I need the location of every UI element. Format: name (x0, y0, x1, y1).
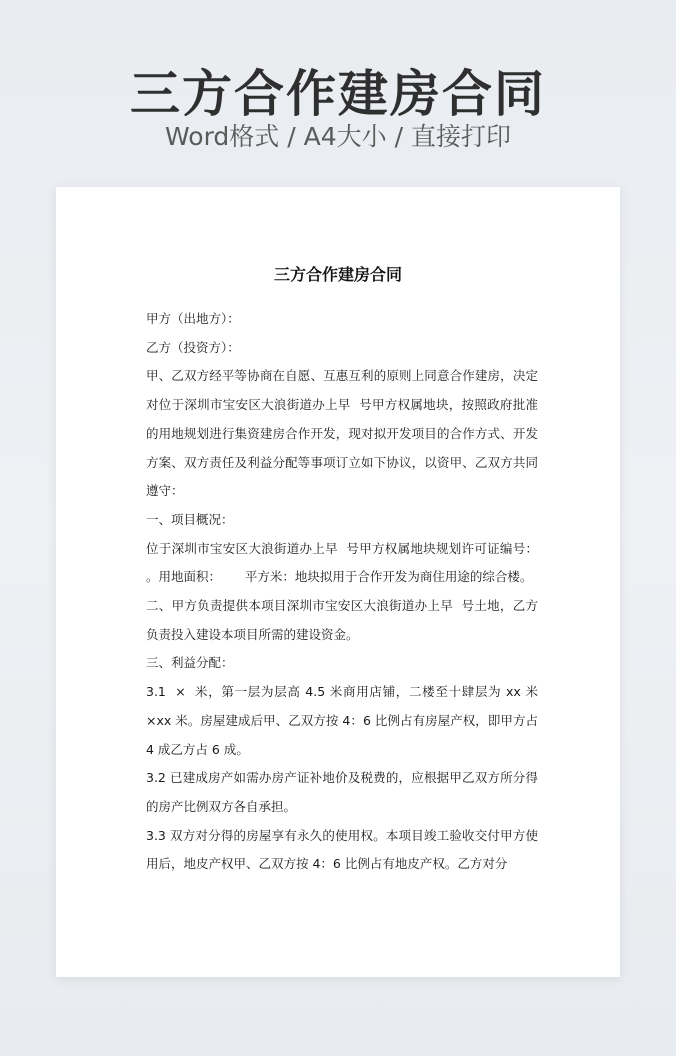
section-heading-profit-distribution: 三、利益分配： (146, 655, 234, 671)
clause-3-2: 3.2 已建成房产如需办房产证补地价及税费的，应根据甲乙双方所分得的房产比例双方各自承担。 (146, 770, 538, 814)
party-b-line: 乙方（投资方）： (146, 339, 240, 355)
party-a-line: 甲方（出地方）： (146, 311, 240, 326)
responsibilities-paragraph: 二、甲方负责提供本项目深圳市宝安区大浪街道办上早 号土地，乙方负责投入建设本项目所需的建设资金。 (146, 598, 538, 642)
document-title: 三方合作建房合同 (273, 265, 402, 284)
document-page (56, 187, 620, 977)
preamble-paragraph: 甲、乙双方经平等协商在自愿、互惠互利的原则上同意合作建房，决定对位于深圳市宝安区大浪街道办上早 号甲方权属地块，按照政府批准的用地规划进行集资建房合作开发，现对拟开发项目的合作方式、开发方案、双方责任及利益分配等事项订立如下协议，以资甲、乙双方共同遵守： (146, 368, 538, 499)
project-overview-paragraph: 位于深圳市宝安区大浪街道办上早 号甲方权属地块规划许可证编号： 。用地面积： 平方米：地块拟用于合作开发为商住用途的综合楼。 (146, 540, 562, 585)
banner-subtitle: Word格式 / A4大小 / 直接打印 (165, 122, 511, 151)
clause-3-3: 3.3 双方对分得的房屋享有永久的使用权。本项目竣工验收交付甲方使用后，地皮产权甲、乙双方按 4：6 比例占有地皮产权。乙方对分 (146, 827, 538, 872)
clause-3-1: 3.1 × 米，第一层为层高 4.5 米商用店铺，二楼至十肆层为 xx 米×xx 米。房屋建成后甲、乙双方按 4：6 比例占有房屋产权，即甲方占 4 成乙方占 6 成。 (146, 684, 542, 757)
section-heading-project-overview: 一、项目概况： (146, 511, 234, 527)
banner-title: 三方合作建房合同 (130, 65, 546, 123)
document-body (146, 305, 562, 879)
